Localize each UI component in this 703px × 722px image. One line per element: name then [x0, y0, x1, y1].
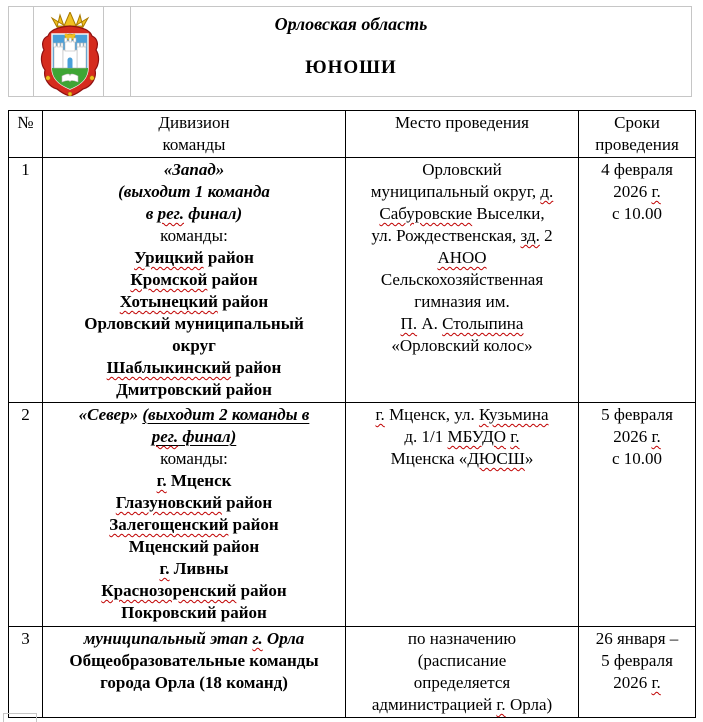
text-line	[45, 269, 343, 291]
text-segment: Сабуровские	[379, 204, 473, 223]
text-line	[581, 672, 693, 694]
text-segment: команды:	[160, 226, 228, 245]
text-segment: район	[217, 292, 269, 311]
cell-venue	[346, 627, 579, 718]
text-segment: район	[221, 493, 273, 512]
text-line	[45, 580, 343, 602]
text-segment: округ	[172, 336, 216, 355]
text-line	[45, 379, 343, 401]
text-segment: муниципальный округ,	[370, 182, 541, 201]
text-line	[581, 426, 693, 448]
col-header-venue	[346, 111, 579, 158]
cell-dates	[579, 627, 696, 718]
text-segment: Мценска «	[390, 449, 468, 468]
text-line	[348, 313, 576, 335]
cell-row-number: 1	[9, 158, 43, 403]
text-line	[45, 470, 343, 492]
text-line	[45, 247, 343, 269]
text-line	[348, 247, 576, 269]
text-segment: команды	[162, 135, 226, 154]
text-line	[45, 181, 343, 203]
text-segment: Кромской	[130, 270, 208, 289]
text-line	[45, 335, 343, 357]
text-line	[581, 134, 693, 156]
text-segment: Мценск, ул.	[384, 405, 479, 424]
text-line	[45, 134, 343, 156]
cell-dates	[579, 403, 696, 627]
text-segment: МБУДО	[447, 427, 507, 446]
text-line	[581, 112, 693, 134]
book-icon	[62, 74, 78, 82]
text-segment: район	[231, 358, 282, 377]
text-segment: 2026	[613, 182, 652, 201]
text-line	[348, 291, 576, 313]
cell-division	[43, 403, 346, 627]
text-segment: 5 февраля	[601, 651, 673, 670]
text-segment: Сроки	[614, 113, 660, 132]
text-segment: д.	[540, 182, 554, 201]
schedule-table-head	[9, 111, 696, 158]
text-segment: рег.	[157, 204, 184, 223]
text-segment: Орловский	[422, 160, 502, 179]
text-segment: А.	[417, 314, 443, 333]
text-line	[45, 112, 343, 134]
text-line	[45, 357, 343, 379]
text-line	[581, 203, 693, 225]
next-table-fragment	[3, 713, 37, 722]
text-segment: 26 января –	[595, 629, 679, 648]
text-segment: Ливны	[169, 559, 229, 578]
text-line	[45, 291, 343, 313]
text-segment: 5 февраля	[601, 405, 673, 424]
text-segment: с 10.00	[611, 449, 663, 468]
text-segment: зд.	[520, 226, 540, 245]
cell-venue	[346, 158, 579, 403]
cell-dates	[579, 158, 696, 403]
text-segment: Глазуновский	[115, 493, 222, 512]
text-line	[45, 514, 343, 536]
letterhead-empty-cell-1	[9, 7, 34, 96]
text-segment: г.	[651, 427, 661, 446]
page-title: ЮНОШИ	[305, 57, 397, 78]
text-segment	[152, 427, 178, 446]
oryol-oblast-coat-of-arms	[36, 12, 104, 96]
text-line	[348, 225, 576, 247]
text-segment: Мценский район	[128, 537, 260, 556]
text-line	[45, 426, 343, 448]
text-segment: Орловский муниципальный	[84, 314, 304, 333]
text-line	[348, 650, 576, 672]
text-line	[581, 650, 693, 672]
text-segment: г.	[252, 629, 263, 648]
text-segment: Столыпина	[442, 314, 524, 333]
text-segment: район	[203, 248, 254, 267]
text-line	[581, 628, 693, 650]
text-segment: Урицкий	[134, 248, 204, 267]
text-segment: г.	[159, 559, 170, 578]
cell-row-number: 3	[9, 627, 43, 718]
text-line	[581, 404, 693, 426]
header-row	[9, 111, 696, 158]
schedule-table-body	[9, 158, 696, 718]
text-segment: с 10.00	[611, 204, 663, 223]
text-line	[348, 628, 576, 650]
col-header-dates	[579, 111, 696, 158]
text-segment: Шаблыкинский	[106, 358, 232, 377]
text-line	[348, 694, 576, 716]
text-segment: определяется	[413, 673, 511, 692]
table-row	[9, 158, 696, 403]
text-line	[348, 426, 576, 448]
text-segment: г.	[510, 427, 520, 446]
text-segment: Общеобразовательные команды	[69, 651, 319, 670]
text-segment: ул. Рождественская,	[371, 226, 521, 245]
text-segment: «Орловский колос»	[391, 336, 533, 355]
text-line	[348, 448, 576, 470]
text-segment: Покровский район	[121, 603, 267, 622]
table-row	[9, 403, 696, 627]
text-line	[45, 602, 343, 624]
text-segment: г.	[651, 182, 661, 201]
cell-row-number: 2	[9, 403, 43, 627]
text-segment: 2	[539, 226, 553, 245]
letterhead-empty-cell-2	[104, 7, 131, 96]
text-segment: район	[207, 270, 258, 289]
text-line	[45, 492, 343, 514]
cell-division	[43, 627, 346, 718]
text-segment: Мценск	[166, 471, 232, 490]
text-segment: гимназия им.	[414, 292, 510, 311]
text-segment: Дмитровский район	[116, 380, 272, 399]
shield	[52, 34, 88, 89]
text-line	[45, 404, 343, 426]
text-segment: (выходит 2 команды в	[142, 405, 310, 424]
text-segment: «Север»	[78, 405, 143, 424]
text-segment: г.	[651, 673, 661, 692]
text-line	[581, 159, 693, 181]
text-segment: проведения	[595, 135, 679, 154]
text-line	[45, 650, 343, 672]
text-line	[45, 225, 343, 247]
letterhead-text-cell	[131, 7, 571, 96]
text-line	[581, 448, 693, 470]
text-segment: Орла)	[505, 695, 553, 714]
text-segment: Кузьмина	[478, 405, 549, 424]
text-line	[348, 335, 576, 357]
region-title: Орловская область	[274, 14, 428, 34]
text-line	[348, 203, 576, 225]
col-header-number	[9, 111, 43, 158]
text-line	[348, 112, 576, 134]
cell-division	[43, 158, 346, 403]
text-line	[11, 112, 40, 134]
text-segment: Залегощенский	[109, 515, 229, 534]
text-line	[348, 404, 576, 426]
text-line	[45, 448, 343, 470]
text-segment: муниципальный этап	[83, 629, 253, 648]
coat-of-arms-svg	[36, 12, 104, 96]
text-segment: Дивизион	[158, 113, 230, 132]
schedule-table	[8, 110, 696, 718]
text-segment: П.	[400, 314, 418, 333]
text-segment: Сельскохозяйственная	[380, 270, 544, 289]
text-segment: Хотынецкий	[119, 292, 218, 311]
text-segment: ДЮСШ	[467, 449, 525, 468]
text-line	[348, 672, 576, 694]
text-segment: в	[145, 204, 158, 223]
text-segment: д. 1/1	[404, 427, 448, 446]
text-segment: 4 февраля	[601, 160, 673, 179]
text-line	[45, 203, 343, 225]
text-line	[348, 269, 576, 291]
text-segment: по назначению	[407, 629, 517, 648]
text-segment: рег.	[151, 427, 179, 446]
cell-venue	[346, 403, 579, 627]
text-segment: 2026	[613, 427, 652, 446]
text-segment: команды:	[160, 449, 228, 468]
text-segment: район	[228, 515, 279, 534]
text-line	[348, 159, 576, 181]
text-segment: финал)	[178, 427, 237, 446]
text-segment: район	[236, 581, 287, 600]
fortress-door	[68, 58, 73, 69]
text-line	[45, 558, 343, 580]
text-segment: (выходит 1 команда	[118, 182, 270, 201]
text-line	[45, 159, 343, 181]
text-segment: (расписание	[417, 651, 507, 670]
text-segment: Место проведения	[395, 113, 529, 132]
text-segment: Орла	[262, 629, 305, 648]
text-segment: города Орла (18 команд)	[100, 673, 288, 692]
text-line	[45, 313, 343, 335]
text-segment: АНОО	[437, 248, 487, 267]
col-header-division	[43, 111, 346, 158]
text-segment: 2026	[613, 673, 652, 692]
text-segment: »	[524, 449, 534, 468]
letterhead-table	[8, 6, 692, 97]
text-segment: Выселки,	[472, 204, 545, 223]
text-line	[348, 181, 576, 203]
text-line	[45, 536, 343, 558]
text-segment: администрацией	[371, 695, 497, 714]
text-segment: №	[17, 113, 34, 132]
text-segment: г.	[496, 695, 506, 714]
text-segment: г.	[156, 471, 167, 490]
text-segment: «Запад»	[163, 160, 225, 179]
text-line	[45, 628, 343, 650]
table-row	[9, 627, 696, 718]
text-line	[45, 672, 343, 694]
text-segment: Краснозоренский	[101, 581, 237, 600]
text-segment: г.	[375, 405, 385, 424]
text-line	[581, 181, 693, 203]
text-segment: финал)	[184, 204, 243, 223]
